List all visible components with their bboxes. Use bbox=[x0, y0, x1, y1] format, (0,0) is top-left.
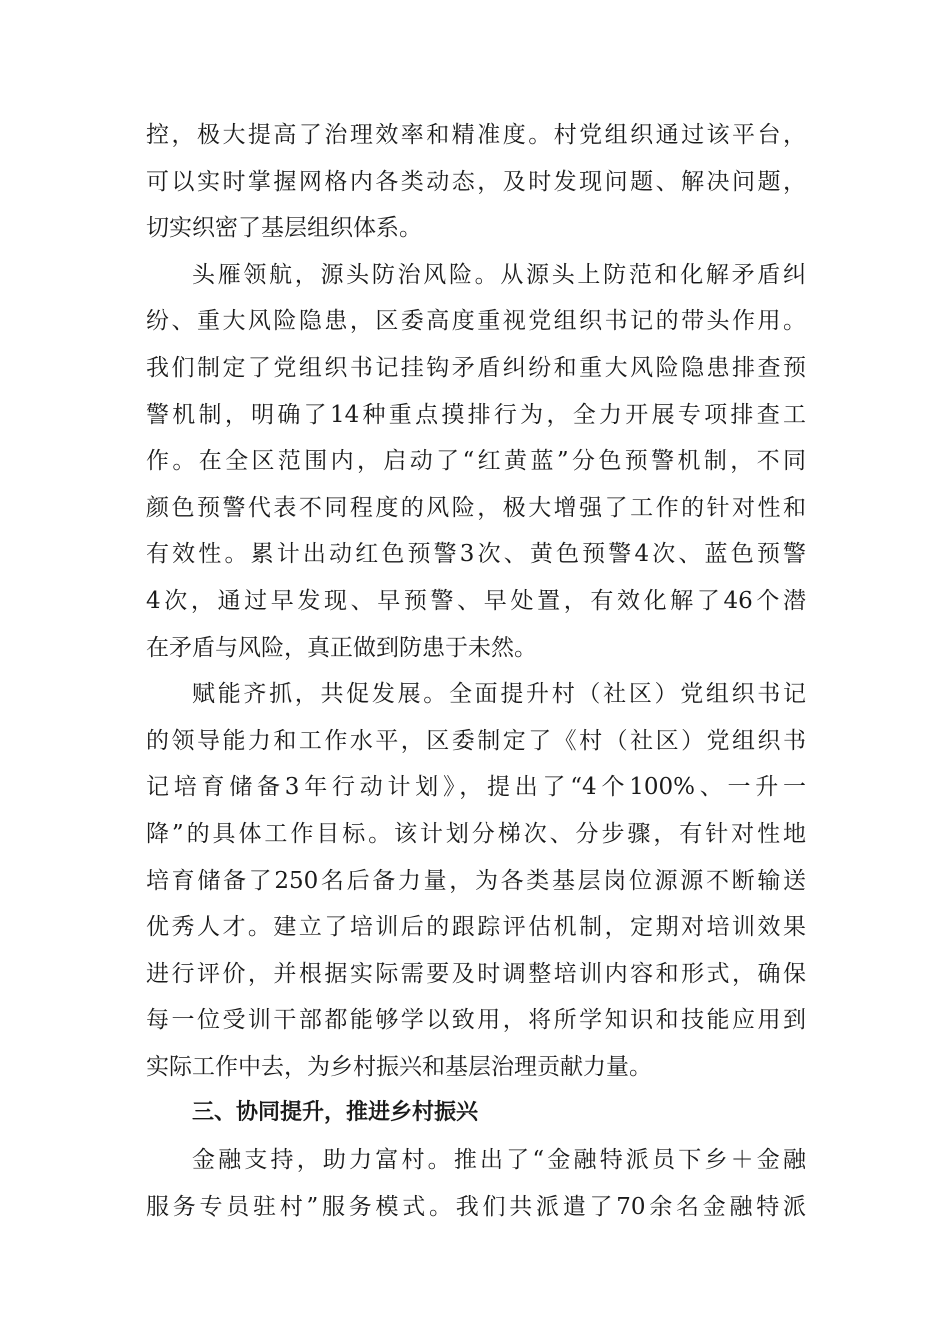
text-line: 服务专员驻村”服务模式。我们共派遣了70余名金融特派 bbox=[146, 1193, 806, 1220]
text-line: 优秀人才。建立了培训后的跟踪评估机制，定期对培训效果 bbox=[146, 914, 806, 941]
section-heading: 三、协同提升，推进乡村振兴 bbox=[192, 1100, 479, 1126]
text-line: 作。在全区范围内，启动了“红黄蓝”分色预警机制，不同 bbox=[146, 448, 806, 475]
text-line: 切实织密了基层组织体系。 bbox=[146, 215, 422, 242]
text-line: 进行评价，并根据实际需要及时调整培训内容和形式，确保 bbox=[146, 960, 806, 987]
text-line: 记培育储备3年行动计划》，提出了“4个100%、一升一 bbox=[146, 774, 806, 801]
text-line: 警机制，明确了14种重点摸排行为，全力开展专项排查工 bbox=[146, 401, 806, 428]
text-line: 实际工作中去，为乡村振兴和基层治理贡献力量。 bbox=[146, 1053, 652, 1080]
text-line: 在矛盾与风险，真正做到防患于未然。 bbox=[146, 634, 537, 661]
paragraph-financial-support bbox=[146, 1137, 806, 1230]
text-line: 纷、重大风险隐患，区委高度重视党组织书记的带头作用。 bbox=[146, 308, 806, 335]
text-line: 可以实时掌握网格内各类动态，及时发现问题、解决问题， bbox=[146, 168, 806, 195]
paragraph-empowerment bbox=[146, 671, 806, 1090]
text-line: 每一位受训干部都能够学以致用，将所学知识和技能应用到 bbox=[146, 1007, 806, 1034]
text-line: 培育储备了250名后备力量，为各类基层岗位源源不断输送 bbox=[146, 867, 806, 894]
paragraph-risk-prevention bbox=[146, 252, 806, 671]
text-line: 颜色预警代表不同程度的风险，极大增强了工作的针对性和 bbox=[146, 494, 806, 521]
paragraph-governance-platform bbox=[146, 112, 806, 252]
text-line: 有效性。累计出动红色预警3次、黄色预警4次、蓝色预警 bbox=[146, 541, 806, 568]
text-line: 的领导能力和工作水平，区委制定了《村（社区）党组织书 bbox=[146, 727, 806, 754]
text-line: 4次，通过早发现、早预警、早处置，有效化解了46个潜 bbox=[146, 587, 806, 614]
text-line: 控，极大提高了治理效率和精准度。村党组织通过该平台， bbox=[146, 122, 806, 148]
text-line: 降”的具体工作目标。该计划分梯次、分步骤，有针对性地 bbox=[146, 820, 806, 847]
text-line: 头雁领航，源头防治风险。从源头上防范和化解矛盾纠 bbox=[192, 261, 806, 288]
text-line: 金融支持，助力富村。推出了“金融特派员下乡＋金融 bbox=[192, 1147, 806, 1174]
text-line: 赋能齐抓，共促发展。全面提升村（社区）党组织书记 bbox=[192, 681, 806, 708]
text-line: 我们制定了党组织书记挂钩矛盾纠纷和重大风险隐患排查预 bbox=[146, 354, 806, 381]
document-page bbox=[146, 112, 806, 1230]
